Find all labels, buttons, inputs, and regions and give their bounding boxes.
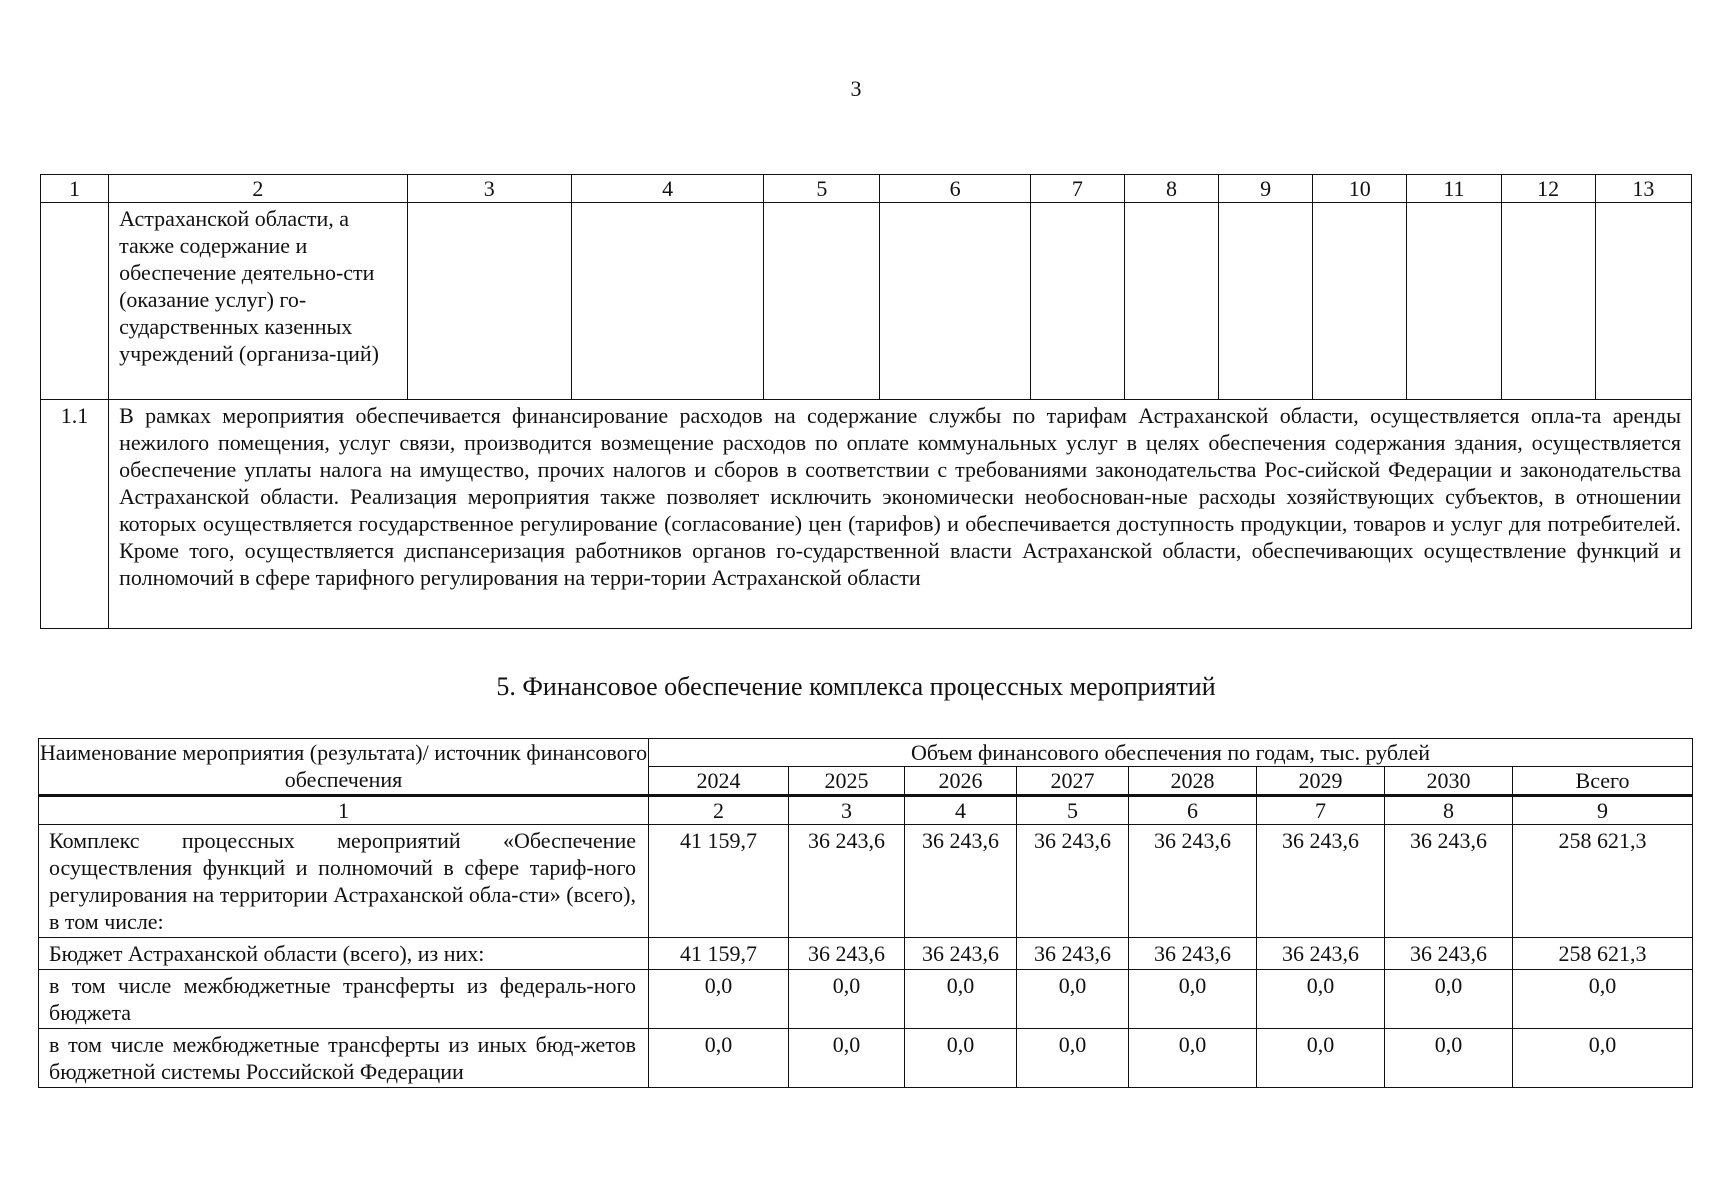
total-cell: 258 621,3 xyxy=(1513,938,1693,970)
item-number: 1.1 xyxy=(41,400,109,629)
value-cell: 0,0 xyxy=(649,970,789,1029)
value-cell: 36 243,6 xyxy=(1385,825,1513,938)
continuation-text: Астраханской области, а также содержание и обеспечение деятельно-сти (оказание услуг) го-сударственных казенных учреждений (организа-ций) xyxy=(109,203,408,400)
empty-cell xyxy=(41,203,109,400)
continuation-row xyxy=(41,203,1692,400)
empty-cell xyxy=(1313,203,1407,400)
column-number-cell: 1 xyxy=(41,175,109,203)
item-description: В рамках мероприятия обеспечивается финансирование расходов на содержание службы по тарифам Астраханской области, осуществляется опла-та аренды нежилого помещения, услуг связи, производится возмещение расходов по оплате коммунальных услуг в целях обеспечения содержания здания, осуществляется обеспечение уплаты налога на имущество, прочих налогов и сборов в соответствии с требованиями законодательства Рос-сийской Федерации и законодательства Астраханской области. Реализация мероприятия также позволяет исключить экономически необоснован-ные расходы хозяйствующих субъектов, в отношении которых осуществляется государственное регулирование (согласование) цен (тарифов) и обеспечивается доступность продукции, товаров и услуг для потребителей. Кроме того, осуществляется диспансеризация работников органов го-сударственной власти Астраханской области, обеспечивающих осуществление функций и полномочий в сфере тарифного регулирования на терри-тории Астраханской области xyxy=(109,400,1692,629)
column-number-cell: 10 xyxy=(1313,175,1407,203)
value-cell: 0,0 xyxy=(905,970,1017,1029)
total-header: Всего xyxy=(1513,767,1693,796)
year-header: 2028 xyxy=(1129,767,1257,796)
empty-cell xyxy=(764,203,880,400)
value-cell: 36 243,6 xyxy=(789,938,905,970)
column-number-cell: 6 xyxy=(1129,796,1257,825)
empty-cell xyxy=(1595,203,1691,400)
year-header: 2030 xyxy=(1385,767,1513,796)
volume-header: Объем финансового обеспечения по годам, тыс. рублей xyxy=(649,739,1693,767)
value-cell: 0,0 xyxy=(1385,970,1513,1029)
empty-cell xyxy=(1501,203,1595,400)
year-header: 2025 xyxy=(789,767,905,796)
total-cell: 258 621,3 xyxy=(1513,825,1693,938)
financing-table xyxy=(38,738,1693,1088)
column-number-cell: 6 xyxy=(880,175,1030,203)
column-number-cell: 4 xyxy=(571,175,763,203)
value-cell: 41 159,7 xyxy=(649,938,789,970)
table-row xyxy=(39,825,1693,938)
total-cell: 0,0 xyxy=(1513,970,1693,1029)
column-number-cell: 5 xyxy=(1017,796,1129,825)
year-header: 2026 xyxy=(905,767,1017,796)
value-cell: 0,0 xyxy=(905,1029,1017,1088)
year-header: 2024 xyxy=(649,767,789,796)
value-cell: 36 243,6 xyxy=(1017,825,1129,938)
value-cell: 36 243,6 xyxy=(905,825,1017,938)
value-cell: 36 243,6 xyxy=(1129,938,1257,970)
section-title: 5. Финансовое обеспечение комплекса процессных мероприятий xyxy=(496,672,1216,701)
column-number-cell: 1 xyxy=(39,796,649,825)
total-cell: 0,0 xyxy=(1513,1029,1693,1088)
column-number-cell: 7 xyxy=(1257,796,1385,825)
year-header: 2027 xyxy=(1017,767,1129,796)
column-number-cell: 12 xyxy=(1501,175,1595,203)
value-cell: 0,0 xyxy=(1017,970,1129,1029)
column-number-cell: 9 xyxy=(1219,175,1313,203)
value-cell: 36 243,6 xyxy=(905,938,1017,970)
row-name: в том числе межбюджетные трансферты из федераль-ного бюджета xyxy=(39,970,649,1029)
value-cell: 0,0 xyxy=(1129,970,1257,1029)
item-row xyxy=(41,400,1692,629)
column-number-cell: 8 xyxy=(1385,796,1513,825)
column-number-cell: 7 xyxy=(1030,175,1124,203)
column-number-cell: 2 xyxy=(649,796,789,825)
column-number-cell: 5 xyxy=(764,175,880,203)
column-number-cell: 3 xyxy=(407,175,571,203)
value-cell: 36 243,6 xyxy=(1385,938,1513,970)
year-header: 2029 xyxy=(1257,767,1385,796)
activities-table xyxy=(40,174,1692,629)
column-number-cell: 2 xyxy=(109,175,408,203)
value-cell: 36 243,6 xyxy=(1129,825,1257,938)
row-name: Комплекс процессных мероприятий «Обеспечение осуществления функций и полномочий в сфере тариф-ного регулирования на территории Астраханской обла-сти» (всего), в том числе: xyxy=(39,825,649,938)
value-cell: 0,0 xyxy=(1257,970,1385,1029)
value-cell: 36 243,6 xyxy=(1257,825,1385,938)
empty-cell xyxy=(571,203,763,400)
value-cell: 36 243,6 xyxy=(1017,938,1129,970)
empty-cell xyxy=(1219,203,1313,400)
column-number-cell: 3 xyxy=(789,796,905,825)
column-number-cell: 9 xyxy=(1513,796,1693,825)
empty-cell xyxy=(1124,203,1218,400)
empty-cell xyxy=(1407,203,1501,400)
value-cell: 0,0 xyxy=(789,1029,905,1088)
column-number-cell: 11 xyxy=(1407,175,1501,203)
value-cell: 41 159,7 xyxy=(649,825,789,938)
page-number: 3 xyxy=(850,76,862,101)
header-row xyxy=(39,739,1693,767)
table-row xyxy=(39,970,1693,1029)
empty-cell xyxy=(407,203,571,400)
value-cell: 0,0 xyxy=(1385,1029,1513,1088)
column-number-cell: 8 xyxy=(1124,175,1218,203)
empty-cell xyxy=(880,203,1030,400)
value-cell: 0,0 xyxy=(789,970,905,1029)
column-number-row xyxy=(39,796,1693,825)
column-number-row xyxy=(41,175,1692,203)
value-cell: 0,0 xyxy=(1257,1029,1385,1088)
value-cell: 36 243,6 xyxy=(1257,938,1385,970)
row-name: в том числе межбюджетные трансферты из иных бюд-жетов бюджетной системы Российской Федерации xyxy=(39,1029,649,1088)
value-cell: 0,0 xyxy=(649,1029,789,1088)
empty-cell xyxy=(1030,203,1124,400)
row-name: Бюджет Астраханской области (всего), из них: xyxy=(39,938,649,970)
value-cell: 36 243,6 xyxy=(789,825,905,938)
value-cell: 0,0 xyxy=(1017,1029,1129,1088)
name-header: Наименование мероприятия (результата)/ источник финансового обеспечения xyxy=(39,739,649,796)
column-number-cell: 13 xyxy=(1595,175,1691,203)
table-row xyxy=(39,938,1693,970)
table-row xyxy=(39,1029,1693,1088)
column-number-cell: 4 xyxy=(905,796,1017,825)
value-cell: 0,0 xyxy=(1129,1029,1257,1088)
